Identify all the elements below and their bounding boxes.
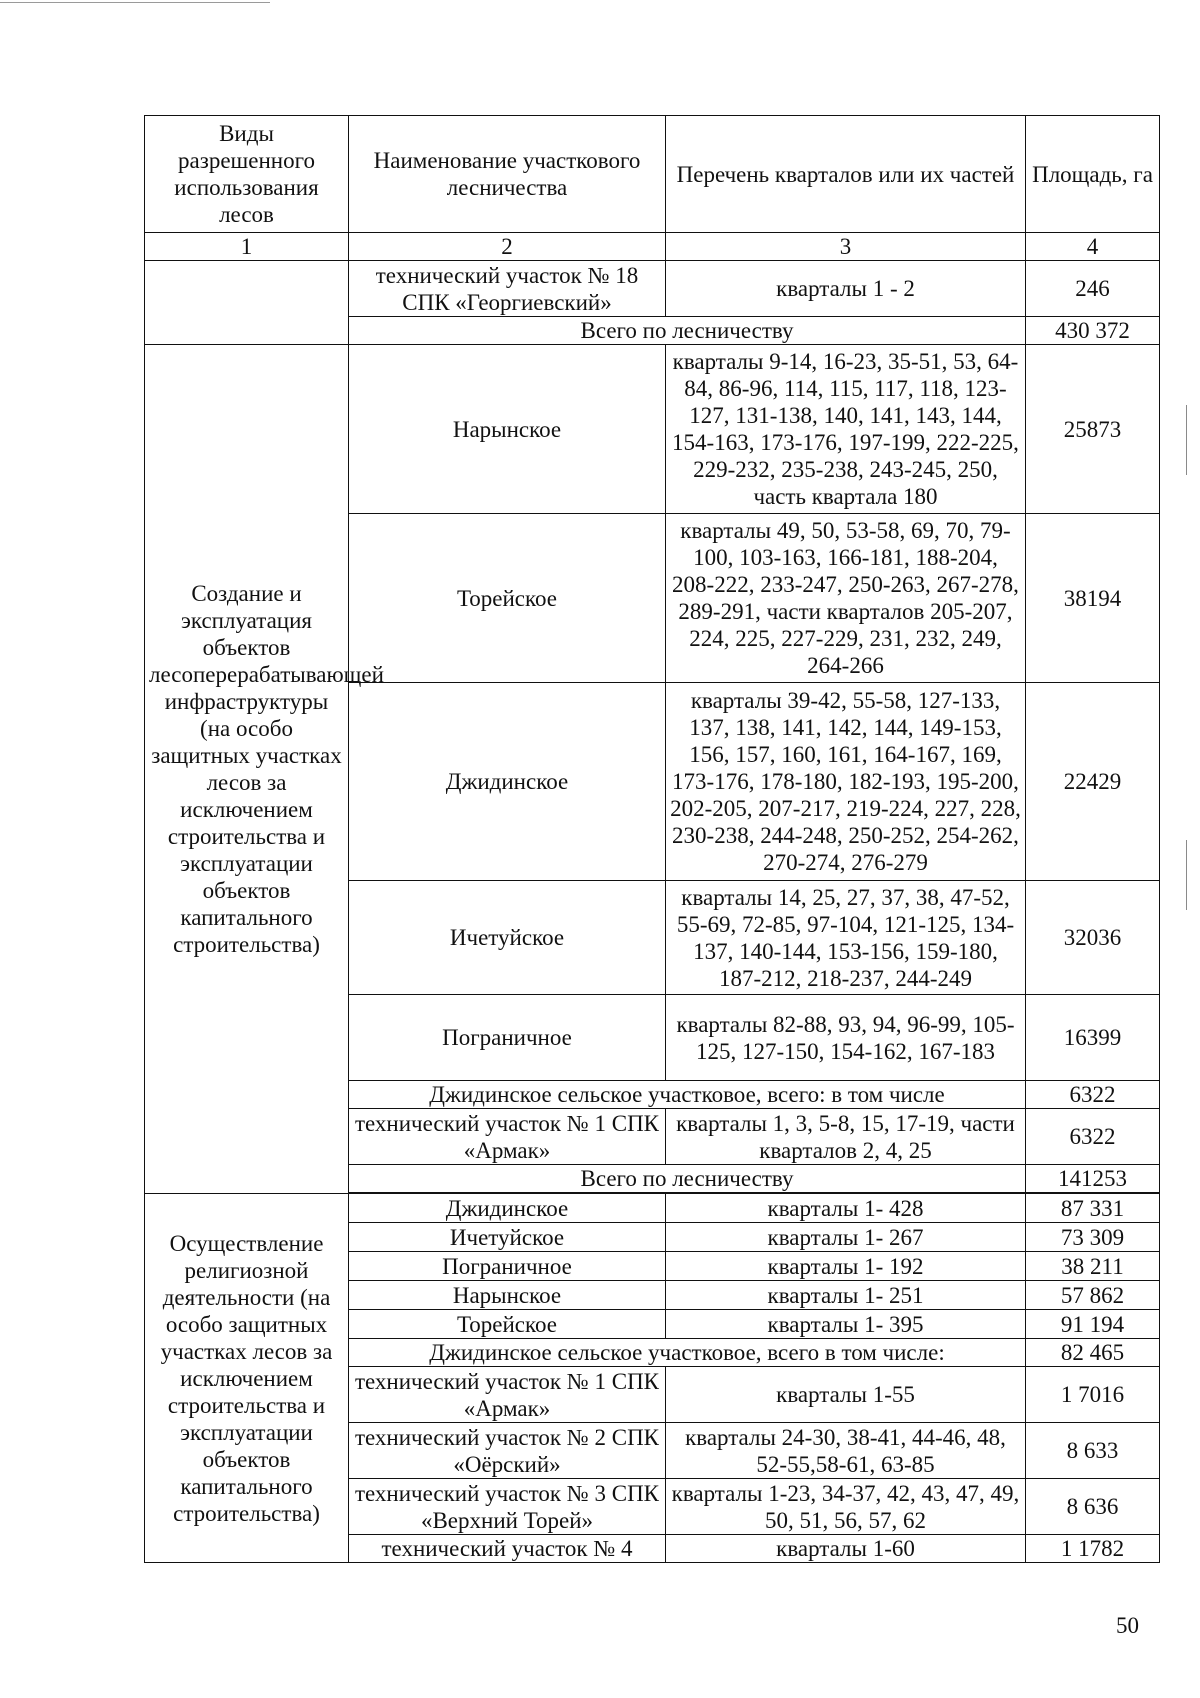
usage-type-cell-empty bbox=[145, 261, 349, 345]
column-number: 2 bbox=[349, 233, 666, 261]
page-number: 50 bbox=[1116, 1613, 1139, 1638]
technical-plot-name: технический участок № 4 bbox=[349, 1535, 666, 1563]
total-area: 141253 bbox=[1026, 1165, 1160, 1193]
quarters-cell: кварталы 1, 3, 5-8, 15, 17-19, части кварталов 2, 4, 25 bbox=[666, 1109, 1026, 1165]
quarters-cell: кварталы 9-14, 16-23, 35-51, 53, 64-84, 86-96, 114, 115, 117, 118, 123-127, 131-138, 140, 141, 143, 144, 154-163, 173-176, 197-199, 222-225, 229-232, 235-238, 243-245, 250, часть квартала 180 bbox=[666, 345, 1026, 514]
scan-top-line bbox=[0, 2, 270, 3]
forestry-name: Торейское bbox=[349, 514, 666, 683]
table-row bbox=[145, 261, 1160, 317]
area-cell: 6322 bbox=[1026, 1081, 1160, 1109]
area-cell: 73 309 bbox=[1026, 1223, 1160, 1252]
column-number-row bbox=[145, 233, 1160, 261]
area-cell: 1 7016 bbox=[1026, 1367, 1160, 1423]
area-cell: 22429 bbox=[1026, 683, 1160, 881]
quarters-cell: кварталы 1- 192 bbox=[666, 1252, 1026, 1281]
quarters-cell: кварталы 1-60 bbox=[666, 1535, 1026, 1563]
forest-use-table bbox=[144, 115, 1160, 1563]
header-quarters-list: Перечень кварталов или их частей bbox=[666, 116, 1026, 233]
area-cell: 8 636 bbox=[1026, 1479, 1160, 1535]
technical-plot-name: технический участок № 1 СПК «Армак» bbox=[349, 1367, 666, 1423]
header-row bbox=[145, 116, 1160, 233]
area-cell: 25873 bbox=[1026, 345, 1160, 514]
scan-margin-mark bbox=[1186, 405, 1187, 475]
table-row bbox=[145, 345, 1160, 514]
total-area: 430 372 bbox=[1026, 317, 1160, 345]
quarters-cell: кварталы 1- 267 bbox=[666, 1223, 1026, 1252]
quarters-cell: кварталы 1-23, 34-37, 42, 43, 47, 49, 50, 51, 56, 57, 62 bbox=[666, 1479, 1026, 1535]
technical-plot-name: технический участок № 18 СПК «Георгиевский» bbox=[349, 261, 666, 317]
quarters-cell: кварталы 24-30, 38-41, 44-46, 48, 52-55,58-61, 63-85 bbox=[666, 1423, 1026, 1479]
area-cell: 1 1782 bbox=[1026, 1535, 1160, 1563]
forestry-name: Нарынское bbox=[349, 1281, 666, 1310]
quarters-cell: кварталы 1- 395 bbox=[666, 1310, 1026, 1339]
forestry-name: Джидинское bbox=[349, 683, 666, 881]
column-number: 4 bbox=[1026, 233, 1160, 261]
area-cell: 38 211 bbox=[1026, 1252, 1160, 1281]
area-cell: 16399 bbox=[1026, 995, 1160, 1081]
area-cell: 38194 bbox=[1026, 514, 1160, 683]
quarters-cell: кварталы 1-55 bbox=[666, 1367, 1026, 1423]
forestry-name: Пограничное bbox=[349, 1252, 666, 1281]
quarters-cell: кварталы 39-42, 55-58, 127-133, 137, 138, 141, 142, 144, 149-153, 156, 157, 160, 161, 164-167, 169, 173-176, 178-180, 182-193, 195-200, 202-205, 207-217, 219-224, 227, 228, 230-238, 244-248, 250-252, 254-262, 270-274, 276-279 bbox=[666, 683, 1026, 881]
quarters-cell: кварталы 1- 428 bbox=[666, 1194, 1026, 1223]
header-area: Площадь, га bbox=[1026, 116, 1160, 233]
quarters-cell: кварталы 1- 251 bbox=[666, 1281, 1026, 1310]
table-row bbox=[145, 1194, 1160, 1223]
quarters-cell: кварталы 49, 50, 53-58, 69, 70, 79-100, 103-163, 166-181, 188-204, 208-222, 233-247, 250-263, 267-278, 289-291, части кварталов 205-207, 224, 225, 227-229, 231, 232, 249, 264-266 bbox=[666, 514, 1026, 683]
forestry-name: Нарынское bbox=[349, 345, 666, 514]
area-cell: 8 633 bbox=[1026, 1423, 1160, 1479]
quarters-cell: кварталы 14, 25, 27, 37, 38, 47-52, 55-69, 72-85, 97-104, 121-125, 134-137, 140-144, 153-156, 159-180, 187-212, 218-237, 244-249 bbox=[666, 881, 1026, 995]
usage-type-processing: Создание и эксплуатация объектов лесоперерабатывающей инфраструктуры (на особо защитных участках лесов за исключением строительства и эксплуатации объектов капитального строительства) bbox=[145, 345, 349, 1194]
quarters-cell: кварталы 1 - 2 bbox=[666, 261, 1026, 317]
header-usage-type: Виды разрешенного использования лесов bbox=[145, 116, 349, 233]
header-forestry-name: Наименование участкового лесничества bbox=[349, 116, 666, 233]
total-label: Всего по лесничеству bbox=[349, 1165, 1026, 1193]
forestry-name: Ичетуйское bbox=[349, 1223, 666, 1252]
scan-margin-mark bbox=[1186, 840, 1187, 910]
column-number: 3 bbox=[666, 233, 1026, 261]
technical-plot-name: технический участок № 2 СПК «Оёрский» bbox=[349, 1423, 666, 1479]
usage-type-religious: Осуществление религиозной деятельности (на особо защитных участках лесов за исключением строительства и эксплуатации объектов капитального строительства) bbox=[145, 1194, 349, 1563]
forestry-name: Пограничное bbox=[349, 995, 666, 1081]
quarters-cell: кварталы 82-88, 93, 94, 96-99, 105-125, 127-150, 154-162, 167-183 bbox=[666, 995, 1026, 1081]
technical-plot-name: технический участок № 1 СПК «Армак» bbox=[349, 1109, 666, 1165]
area-cell: 91 194 bbox=[1026, 1310, 1160, 1339]
rural-forestry-label: Джидинское сельское участковое, всего: в том числе bbox=[349, 1081, 1026, 1109]
technical-plot-name: технический участок № 3 СПК «Верхний Торей» bbox=[349, 1479, 666, 1535]
area-cell: 57 862 bbox=[1026, 1281, 1160, 1310]
forestry-name: Джидинское bbox=[349, 1194, 666, 1223]
area-cell: 6322 bbox=[1026, 1109, 1160, 1165]
area-cell: 246 bbox=[1026, 261, 1160, 317]
forestry-name: Торейское bbox=[349, 1310, 666, 1339]
total-label: Всего по лесничеству bbox=[349, 317, 1026, 345]
forestry-name: Ичетуйское bbox=[349, 881, 666, 995]
area-cell: 32036 bbox=[1026, 881, 1160, 995]
column-number: 1 bbox=[145, 233, 349, 261]
area-cell: 82 465 bbox=[1026, 1339, 1160, 1367]
rural-forestry-label: Джидинское сельское участковое, всего в том числе: bbox=[349, 1339, 1026, 1367]
area-cell: 87 331 bbox=[1026, 1194, 1160, 1223]
